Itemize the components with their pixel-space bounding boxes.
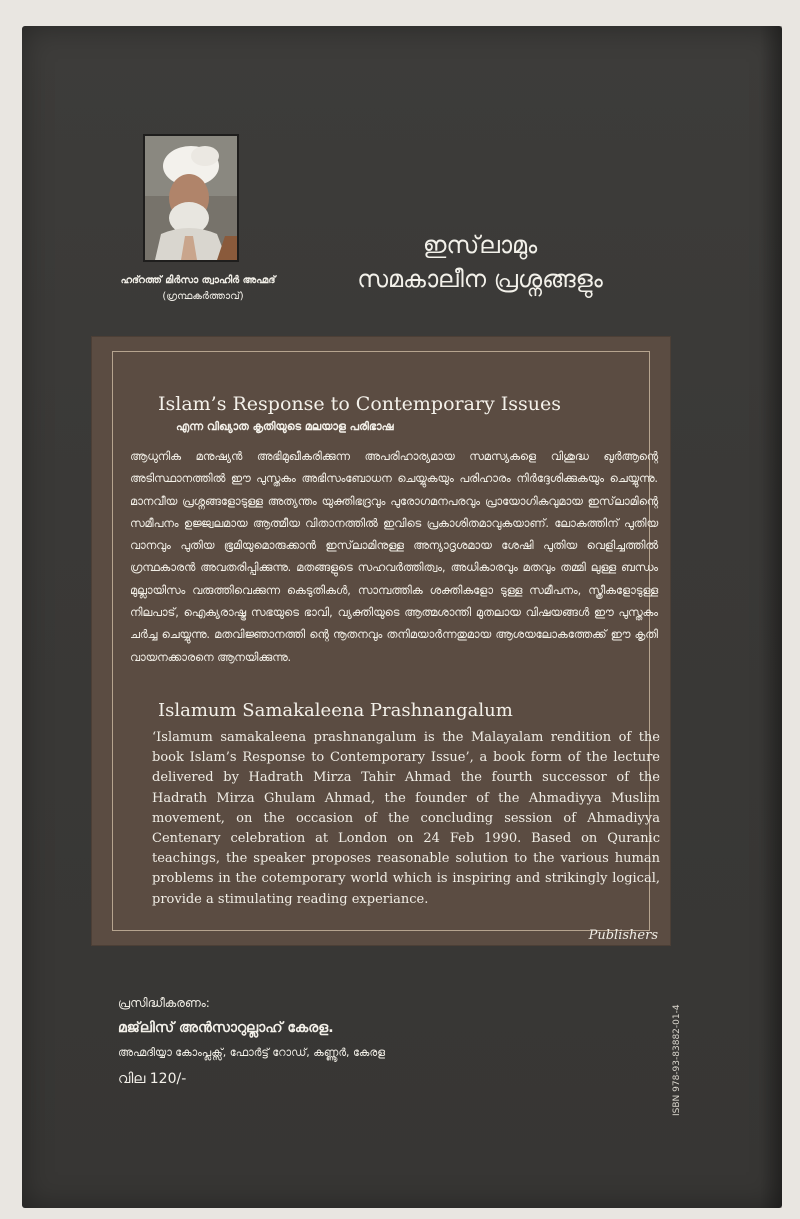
- malayalam-description: ആധുനിക മനുഷ്യൻ അഭിമുഖീകരിക്കുന്ന അപരിഹാര്യമായ സമസ്യകളെ വിശുദ്ധ ഖുർആന്റെ അടിസ്ഥാനത്തിൽ ഈ പുസ്തകം അഭിസംബോധന ചെയ്യുകയും പരിഹാരം നിർദ്ദേശിക്കുകയും ചെയ്യുന്നു. മാനവീയ പ്രശ്നങ്ങളോടുള്ള അത്യന്തം യുക്തിഭദ്രവും പുരോഗമനപരവും പ്രായോഗികവുമായ ഇസ്‌ലാമിന്റെ സമീപനം ഉജ്ജ്വലമായ ആത്മീയ വിതാനത്തിൽ ഇവിടെ പ്രകാശിതമാവുകയാണ്. ലോകത്തിന് പുതിയ വാനവും പുതിയ ഭൂമിയുമൊരുക്കാൻ ഇസ്‌ലാമിനുള്ള അന്യാദൃശമായ ശേഷി പുതിയ വെളിച്ചത്തിൽ ഗ്രന്ഥകാരൻ അവതരിപ്പിക്കുന്നു. മതങ്ങളുടെ സഹവർത്തിത്വം, അധികാരവും മതവും തമ്മി ലുള്ള ബന്ധം മുല്ലായിസം വരുത്തിവെക്കുന്ന കെടുതികൾ, സാമ്പത്തിക ശക്തികളോ ടുള്ള സമീപനം, സ്ത്രീകളോടുള്ള നിലപാട്, ഐക്യരാഷ്ട്ര സഭയുടെ ഭാവി, വ്യക്തിയുടെ ആത്മശാന്തി മുതലായ വിഷയങ്ങൾ ഈ പുസ്തകം ചർച്ച ചെയ്യുന്നു. മതവിജ്ഞാനത്തി ന്റെ നൂതനവും തനിമയാർന്നതുമായ ആശയലോകത്തേക്ക് ഈ കൃതി വായനക്കാരനെ ആനയിക്കുന്നു.: [130, 450, 658, 664]
- author-name: ഹദ്റത്ത് മിർസാ ത്വാഹിർ അഹ്മദ്: [120, 275, 276, 286]
- english-description: ‘Islamum samakaleena prashnangalum is the Malayalam rendition of the book Islam’s Response to Contemporary Issue’, a book form of the lecture delivered by Hadrath Mirza Tahir Ahmad the fourth successor of the Hadrath Mirza Ghulam Ahmad, the founder of the Ahmadiyya Muslim movement, on the occasion of the concluding session of Ahmadiyya Centenary celebration at London on 24 Feb 1990. Based on Quranic teachings, the speaker proposes reasonable solution to the various human problems in the cotemporary world which is inspiring and strikingly logical, provide a stimulating reading experiance.: [152, 730, 660, 907]
- malayalam-subtitle: എന്ന വിഖ്യാത കൃതിയുടെ മലയാള പരിഭാഷ: [176, 420, 394, 433]
- author-portrait-image: [145, 136, 237, 260]
- malayalam-title-line-2: സമകാലീന പ്രശ്നങ്ങളും: [357, 265, 603, 293]
- english-original-title: Islam’s Response to Contemporary Issues: [158, 393, 562, 415]
- isbn-number: ISBN 978-93-83882-01-4: [672, 1004, 682, 1116]
- cover-edge-shadow: [760, 26, 782, 1208]
- publisher-label: പ്രസിദ്ധീകരണം:: [118, 996, 210, 1010]
- publishers-signature: Publishers: [588, 928, 658, 943]
- author-portrait: [143, 134, 239, 262]
- publisher-address: അഹ്മദിയ്യാ കോംപ്ലക്സ്, ഫോർട്ട് റോഡ്, കണ്ണൂർ, കേരള: [118, 1046, 386, 1059]
- english-transliterated-title: Islamum Samakaleena Prashnangalum: [158, 700, 513, 721]
- price-label: വില 120/-: [118, 1071, 187, 1087]
- malayalam-title-line-1: ഇസ്‌ലാമും: [422, 231, 538, 259]
- malayalam-book-title: [300, 228, 660, 296]
- author-role: (ഗ്രന്ഥകർത്താവ്): [162, 291, 244, 302]
- publisher-name: മജ്‌ലിസ് അൻസാറുല്ലാഹ് കേരള.: [118, 1020, 334, 1036]
